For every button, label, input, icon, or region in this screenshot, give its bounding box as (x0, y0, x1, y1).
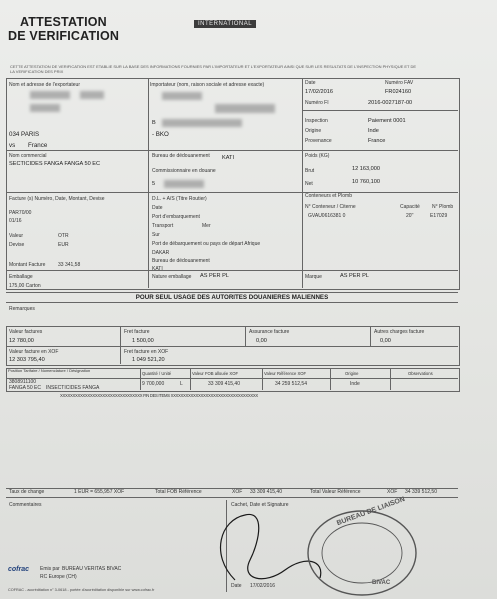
brut-value: 12 163,000 (352, 166, 380, 172)
unload-value: DAKAR (152, 250, 170, 256)
certificate-number: FR024160 (385, 89, 412, 95)
total-fob-currency: XOF (232, 489, 243, 495)
row-divider-2 (6, 192, 458, 193)
goods-header-origin: Origine (345, 371, 359, 376)
goods-description-suffix: INSECTICIDES FANGA (46, 385, 100, 391)
values-col-1 (120, 326, 121, 364)
value-value: OTR (58, 233, 69, 239)
goods-tariff: 3808911100 (9, 379, 37, 385)
redacted-commissioner (164, 180, 204, 188)
nature-value: AS PER PL (200, 273, 229, 279)
container-number: GVAU0616381 0 (308, 213, 346, 219)
customs-top-line (6, 292, 458, 293)
transport-date-label: Date (152, 205, 163, 211)
stamp-subtext: BIVAC (372, 580, 391, 586)
office-label: Bureau de dédouanement (152, 258, 210, 264)
values-col-2 (245, 326, 246, 346)
certificate-date: 17/02/2016 (305, 89, 333, 95)
fob-xof-value: 12 303 795,40 (9, 357, 45, 363)
redacted-importer-id (215, 104, 275, 113)
exporter-city: 034 PARIS (9, 131, 40, 138)
commercial-label: Nom commercial (9, 153, 47, 159)
brut-label: Brut (305, 168, 315, 174)
containers-title: Conteneurs et Plomb (305, 193, 352, 199)
rate-label: Taux de change (9, 489, 45, 495)
net-value: 10 760,100 (352, 179, 380, 185)
redacted-importer-name (162, 92, 202, 100)
goods-header-quantity: Quantité / Unité (142, 371, 172, 376)
stamp-label: Cachet, Date et Signature (231, 502, 289, 508)
via-label: Sur (152, 232, 160, 238)
redacted-exporter-name (30, 91, 70, 99)
freight-label: Fret facture (124, 329, 150, 335)
inspection-label: Inspection (305, 118, 328, 124)
stamp-text: BUREAU DE LIAISON (335, 495, 406, 528)
accreditation-note: COFRAC - accréditation n° 3-0618 - portée d'accréditation disponible sur www.cofrac.fr (8, 588, 155, 592)
packing-label: Emballage (9, 274, 33, 280)
exporter-country-prefix: vs (9, 142, 16, 149)
comments-label: Commentaires (9, 502, 42, 508)
goods-fob-alloc: 33 309 415,40 (208, 381, 240, 387)
row-divider-1 (6, 150, 458, 151)
goods-header-fob: Valeur FOB allouée XOF (192, 371, 239, 376)
invoice-line1: PAR70/00 (9, 210, 32, 216)
provenance-value: France (368, 138, 386, 144)
divider-left (148, 78, 149, 288)
goods-header-observations: Observations (408, 371, 433, 376)
freight-xof-label: Fret facture en XOF (124, 349, 169, 355)
invoice-amount: 33 341,58 (58, 262, 81, 268)
values-col-3 (370, 326, 371, 346)
goods-col-2 (190, 368, 191, 390)
issuer-value: BUREAU VERITAS BIVAC (62, 566, 122, 572)
values-row-div (6, 346, 458, 347)
goods-ref-value: 34 259 512,54 (275, 381, 307, 387)
cofrac-logo: cofrac (8, 566, 30, 573)
signature-date-label: Date (231, 583, 242, 589)
inspection-value: Paiement 0001 (368, 118, 406, 124)
goods-origin: Inde (350, 381, 360, 387)
transport-mode-label: D.L. + A/S (Titre Routier) (152, 196, 207, 202)
total-ref-currency: XOF (387, 489, 398, 495)
international-badge: INTERNATIONAL (194, 20, 256, 28)
nature-label: Nature emballage (152, 274, 192, 280)
goods-header-position: Position Tarifaire / Nomenclature / Désignation (8, 368, 91, 373)
bureau-value: KATI (222, 155, 235, 161)
issuer-label: Emis par (40, 566, 60, 572)
freight-xof-value: 1 049 521,20 (132, 357, 165, 363)
exporter-label: Nom et adresse de l'exportateur (9, 82, 80, 88)
rate-value: 1 EUR = 655,957 XOF (74, 489, 125, 495)
container-col1: N° Conteneur / Citerne (305, 204, 356, 210)
invoice-line2: 01/16 (9, 218, 22, 224)
transport-label: Transport (152, 223, 174, 229)
commissioner-value: 5 (152, 181, 156, 187)
importer-line-b: B (152, 120, 156, 126)
marks-value: AS PER PL (340, 273, 369, 279)
origin-label: Origine (305, 128, 322, 134)
title-line2: DE VERIFICATION (8, 29, 120, 43)
invoice-label: Facture (s) Numéro, Date, Montant, Devise (9, 196, 105, 202)
signature-date: 17/02/2016 (250, 583, 276, 589)
port-label: Port d'embarquement (152, 214, 200, 220)
date-label: Date (305, 80, 316, 86)
goods-col-1 (140, 368, 141, 390)
certificate-number2: 2016-0027187-00 (368, 100, 413, 106)
row-divider-ids (302, 110, 458, 111)
number2-label: Numéro FI (305, 100, 329, 106)
unload-label: Port de débarquement ou pays de départ Afrique (152, 241, 261, 247)
office-value: KATI (152, 266, 163, 272)
remarks-label: Remarques (9, 306, 35, 312)
goods-col-5 (390, 368, 391, 390)
commercial-value: SECTICIDES FANGA FANGA 50 EC (9, 161, 101, 167)
insurance-value: 0,00 (256, 338, 267, 344)
value-label: Valeur (9, 233, 24, 239)
packing-value: 175,00 Carton (9, 283, 41, 289)
container-col3: N° Plomb (432, 204, 454, 210)
currency-label: Devise (9, 242, 25, 248)
other-value: 0,00 (380, 338, 391, 344)
goods-quantity: 9 700,000 (142, 381, 165, 387)
currency-value: EUR (58, 242, 69, 248)
intro-text: CETTE ATTESTATION DE VERIFICATION EST ETABLIE SUR LA BASE DES INFORMATIONS FOURNIES PAR L'IMPORTATEUR ET L'EXPORTATEUR AINSI QUE SUR LES RESULTATS DE L'INSPECTION PHYSIQUE ET DE LA VERIFICATION DES PRIX (10, 64, 417, 74)
goods-col-3 (262, 368, 263, 390)
marks-label: Marque (305, 274, 322, 280)
bureau-label: Bureau de dédouanement (152, 153, 210, 159)
importer-city: - BKO (152, 131, 169, 138)
issuer-label2: RC Europe (CH) (40, 574, 77, 580)
total-ref-value: 34 339 512,50 (405, 489, 437, 495)
weight-label: Poids (KG) (305, 153, 330, 159)
transport-value: Mer (202, 223, 211, 229)
goods-end-marker: XXXXXXXXXXXXXXXXXXXXXXXXXXXXXXXXX FIN DES ITEMS XXXXXXXXXXXXXXXXXXXXXXXXXXXXXXXXXXX (60, 393, 258, 398)
number-label: Numéro FAV (385, 80, 414, 86)
customs-banner: POUR SEUL USAGE DES AUTORITES DOUANIERES MALIENNES (135, 294, 329, 301)
row-divider-3 (6, 270, 458, 271)
total-fob-value: 33 309 415,40 (250, 489, 282, 495)
customs-banner-line (6, 302, 458, 303)
net-label: Net (305, 181, 313, 187)
other-label: Autres charges facture (374, 329, 425, 335)
goods-col-4 (330, 368, 331, 390)
exporter-country: France (28, 142, 48, 149)
origin-value: Inde (368, 128, 379, 134)
commissioner-label: Commissionnaire en douane (152, 168, 216, 174)
redacted-importer-address (162, 119, 242, 127)
container-capacity: 20'' (406, 213, 414, 219)
goods-description: FANGA 50 EC (9, 385, 41, 391)
importer-label: Importateur (nom, raison sociale et adresse exacte) (150, 82, 265, 88)
total-fob-label: Total FOB Référence (155, 489, 202, 495)
redacted-exporter-address (30, 104, 60, 112)
redacted-exporter-name-2 (80, 91, 104, 99)
fob-label: Valeur factures (9, 329, 43, 335)
container-col2: Capacité (400, 204, 420, 210)
goods-header-ref: Valeur Référence XOF (264, 371, 307, 376)
total-ref-label: Total Valeur Référence (310, 489, 361, 495)
container-seal: E17029 (430, 213, 448, 219)
freight-value: 1 500,00 (132, 338, 154, 344)
title-line1: ATTESTATION (20, 15, 107, 29)
invoice-amount-label: Montant Facture (9, 262, 46, 268)
fob-value: 12 780,00 (9, 338, 34, 344)
fob-xof-label: Valeur facture en XOF (9, 349, 59, 355)
goods-unit: L (180, 381, 183, 387)
provenance-label: Provenance (305, 138, 332, 144)
totals-bottom-line (6, 497, 458, 498)
insurance-label: Assurance facture (249, 329, 290, 335)
